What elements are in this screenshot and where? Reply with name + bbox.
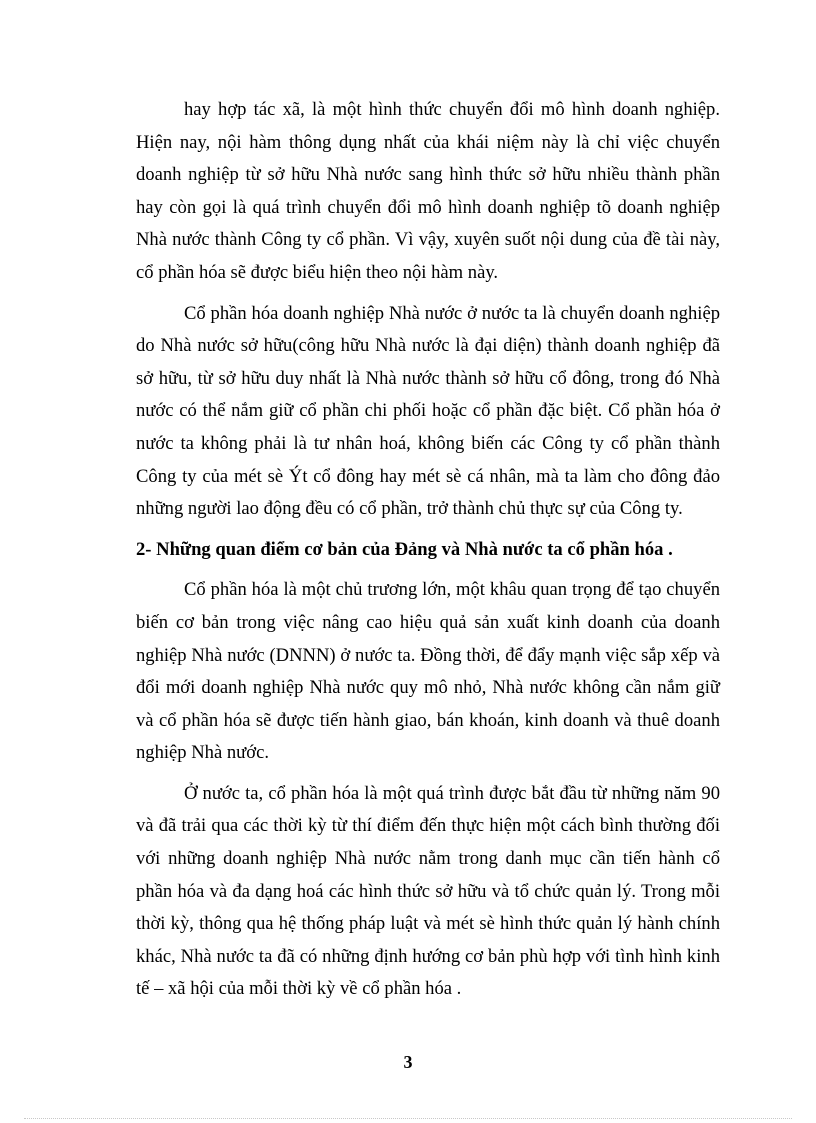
document-body [136, 94, 720, 1014]
paragraph-4: Ở nước ta, cổ phần hóa là một quá trình được bắt đầu từ những năm 90 và đã trải qua các thời kỳ từ thí điểm đến thực hiện một cách bình thường đối với những doanh nghiệp Nhà nước nằm trong danh mục cần tiến hành cổ phần hóa và đa dạng hoá các hình thức sở hữu và tổ chức quản lý. Trong mỗi thời kỳ, thông qua hệ thống pháp luật và mét sè hình thức quản lý hành chính khác, Nhà nước ta đã có những định hướng cơ bản phù hợp với tình hình kinh tế – xã hội của mỗi thời kỳ về cổ phần hóa . [136, 782, 720, 1000]
page-bottom-divider [24, 1118, 792, 1119]
page-number: 3 [403, 1052, 413, 1072]
paragraph-3: Cổ phần hóa là một chủ trương lớn, một khâu quan trọng để tạo chuyển biến cơ bản trong việc nâng cao hiệu quả sản xuất kinh doanh của doanh nghiệp Nhà nước (DNNN) ở nước ta. Đồng thời, để đẩy mạnh việc sắp xếp và đổi mới doanh nghiệp Nhà nước quy mô nhỏ, Nhà nước không cần nắm giữ và cổ phần hóa sẽ được tiến hành giao, bán khoán, kinh doanh và thuê doanh nghiệp Nhà nước. [136, 579, 720, 764]
paragraph-2: Cổ phần hóa doanh nghiệp Nhà nước ở nước ta là chuyển doanh nghiệp do Nhà nước sở hữu(công hữu Nhà nước là đại diện) thành doanh nghiệp đã sở hữu, từ sở hữu duy nhất là Nhà nước thành sở hữu cổ đông, trong đó Nhà nước có thể nắm giữ cổ phần chi phối hoặc cổ phần đặc biệt. Cổ phần hóa ở nước ta không phải là tư nhân hoá, không biến các Công ty cổ phần thành Công ty của mét sè Ýt cổ đông hay mét sè cá nhân, mà ta làm cho đông đảo những người lao động đều có cổ phần, trở thành chủ thực sự của Công ty. [136, 302, 720, 520]
paragraph-1: hay hợp tác xã, là một hình thức chuyển đổi mô hình doanh nghiệp. Hiện nay, nội hàm thông dụng nhất của khái niệm này là chỉ việc chuyển doanh nghiệp từ sở hữu Nhà nước sang hình thức sở hữu nhiều thành phần hay còn gọi là quá trình chuyển đổi mô hình doanh nghiệp tõ doanh nghiệp Nhà nước thành Công ty cổ phần. Vì vậy, xuyên suốt nội dung của đề tài này, cổ phần hóa sẽ được biểu hiện theo nội hàm này. [136, 99, 720, 283]
section-heading: 2- Những quan điểm cơ bản của Đảng và Nhà nước ta cổ phần hóa . [136, 538, 673, 560]
